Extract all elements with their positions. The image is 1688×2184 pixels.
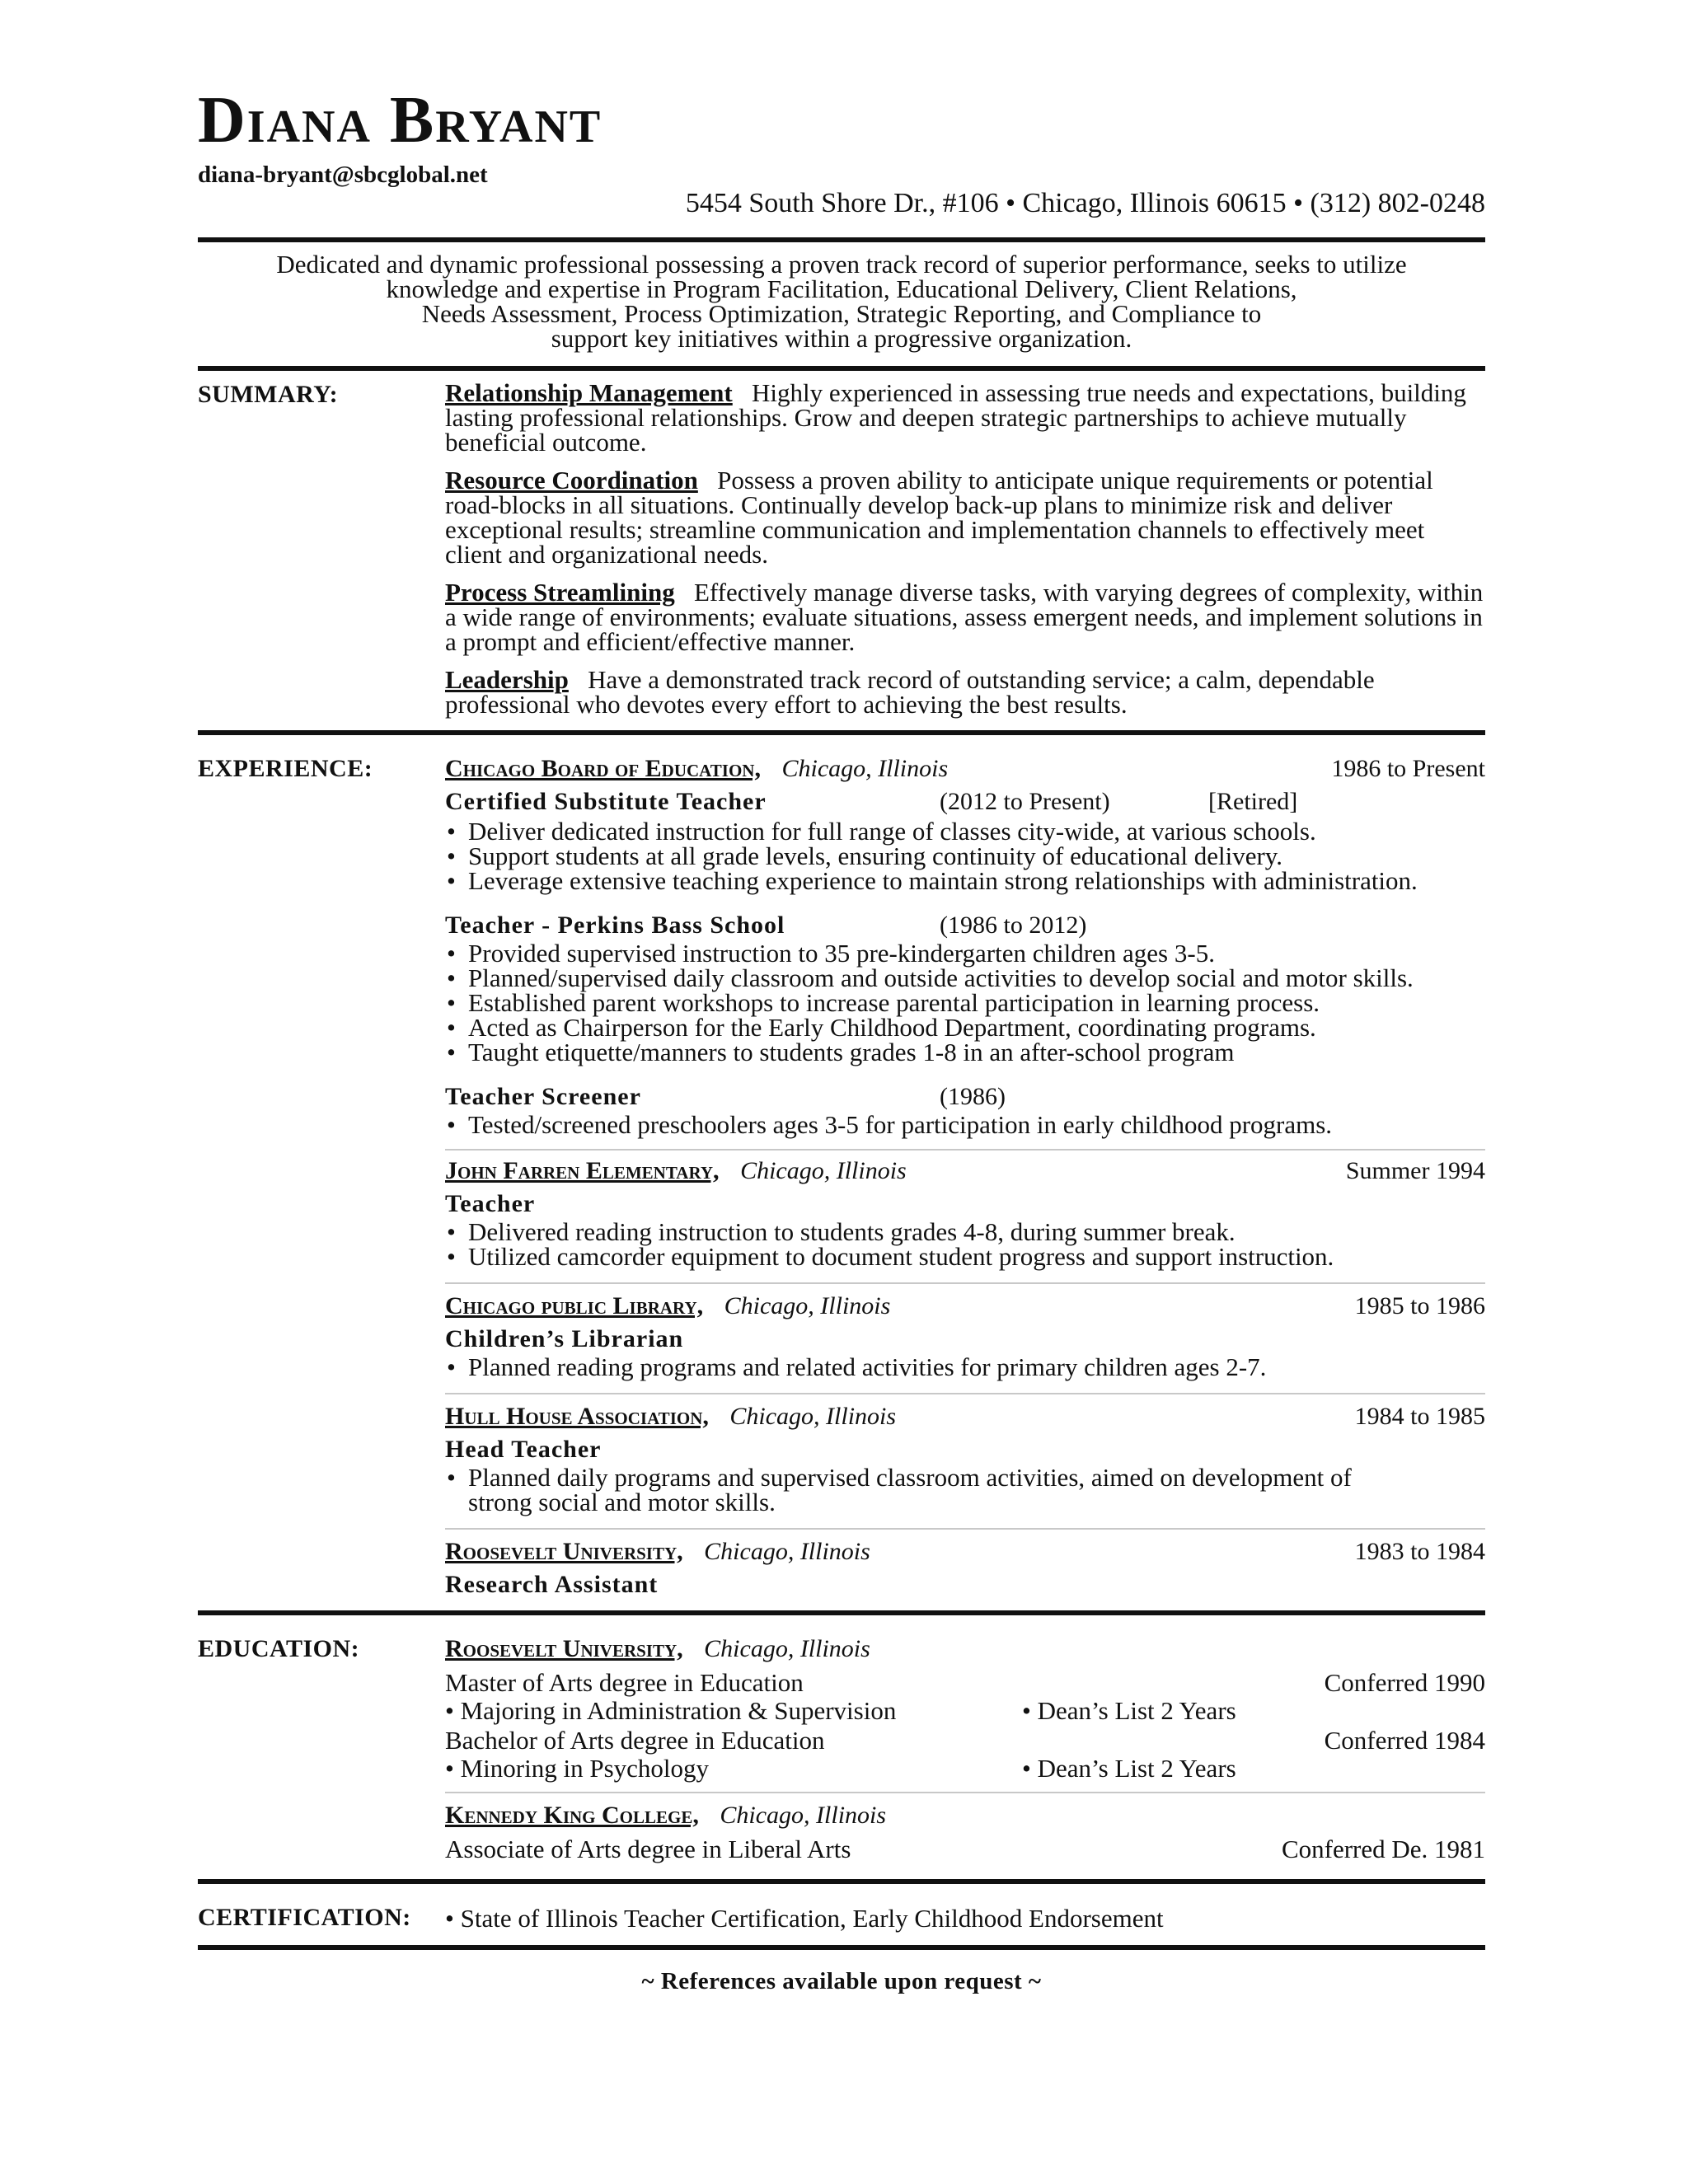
- job-period: (1986 to 2012): [940, 912, 1087, 939]
- education-heading: EDUCATION:: [198, 1635, 360, 1662]
- summary-item-title: Resource Coordination: [445, 466, 698, 494]
- honors-item: • Dean’s List 2 Years: [1022, 1754, 1236, 1783]
- header-divider: [198, 237, 1485, 242]
- certification-heading: CERTIFICATION:: [198, 1904, 411, 1931]
- employer-location: Chicago, Illinois: [781, 755, 949, 782]
- degree-conferred: Conferred De. 1981: [1281, 1835, 1485, 1863]
- school-name: Kennedy King College,: [445, 1802, 699, 1829]
- certification-divider: [198, 1945, 1485, 1950]
- bullet-item: • Acted as Chairperson for the Early Childhood Department, coordinating programs.: [445, 1015, 1485, 1040]
- bullet-item: • Leverage extensive teaching experience to maintain strong relationships with administration.: [445, 869, 1485, 893]
- employment-dates: 1984 to 1985: [1354, 1403, 1485, 1430]
- experience-heading: EXPERIENCE:: [198, 755, 373, 782]
- job-note: [Retired]: [1208, 788, 1298, 815]
- bullet-item: • Deliver dedicated instruction for full range of classes city-wide, at various schools.: [445, 819, 1485, 844]
- summary-heading: SUMMARY:: [198, 381, 339, 408]
- job-bullets: [445, 941, 1485, 1065]
- summary-item-text: Effectively manage diverse tasks, with varying degrees of complexity, within a wide range of environments; evaluate situations, assess emergent needs, and implement solutions in a prompt and efficient/effective manner.: [445, 578, 1484, 656]
- school-location: Chicago, Illinois: [720, 1802, 887, 1829]
- summary-item-title: Relationship Management: [445, 378, 733, 407]
- degree-conferred: Conferred 1990: [1324, 1668, 1485, 1697]
- employer-name: Chicago Board of Education,: [445, 755, 761, 782]
- degree-name: Associate of Arts degree in Liberal Arts: [445, 1835, 851, 1863]
- entry-divider: [445, 1792, 1485, 1793]
- bullet-item: • Planned reading programs and related activities for primary children ages 2-7.: [445, 1355, 1485, 1380]
- employer-location: Chicago, Illinois: [724, 1292, 891, 1319]
- employment-dates: 1985 to 1986: [1354, 1292, 1485, 1319]
- objective-line: Needs Assessment, Process Optimization, Strategic Reporting, and Compliance to: [421, 299, 1262, 328]
- school-line: [445, 1802, 1485, 1830]
- job-title: Head Teacher: [445, 1436, 602, 1463]
- bullet-item: • Support students at all grade levels, ensuring continuity of educational delivery.: [445, 844, 1485, 869]
- employer-location: Chicago, Illinois: [704, 1538, 870, 1565]
- summary-item-title: Process Streamlining: [445, 578, 675, 607]
- employer-location: Chicago, Illinois: [729, 1403, 897, 1430]
- honors-item: • Dean’s List 2 Years: [1022, 1696, 1236, 1725]
- degree-detail-row: [445, 1754, 1485, 1783]
- summary-divider: [198, 730, 1485, 735]
- mailing-address: 5454 South Shore Dr., #106 • Chicago, Illinois 60615 • (312) 802-0248: [685, 188, 1485, 218]
- employer-name: Roosevelt University,: [445, 1538, 683, 1565]
- job-title: Certified Substitute Teacher: [445, 788, 767, 815]
- entry-divider: [445, 1149, 1485, 1151]
- employer-line: [445, 1538, 1485, 1566]
- school-line: [445, 1635, 1485, 1663]
- job-bullets: [445, 1217, 1485, 1271]
- objective-divider: [198, 366, 1485, 371]
- job-title: Teacher: [445, 1190, 536, 1217]
- bullet-item: • Utilized camcorder equipment to document student progress and support instruction.: [445, 1244, 1485, 1269]
- degree-row: [445, 1835, 1485, 1864]
- certification-item: • State of Illinois Teacher Certification, Early Childhood Endorsement: [445, 1904, 1164, 1933]
- summary-item: [445, 580, 1485, 654]
- employer-line: [445, 1157, 1485, 1185]
- job-period: (2012 to Present): [940, 788, 1110, 815]
- objective-statement: [198, 252, 1485, 351]
- employer-name: Hull House Association,: [445, 1403, 709, 1430]
- job-title: Teacher Screener: [445, 1083, 641, 1110]
- objective-line: support key initiatives within a progressive organization.: [551, 324, 1132, 353]
- experience-divider: [198, 1610, 1485, 1615]
- summary-item: [445, 468, 1485, 567]
- job-title: Children’s Librarian: [445, 1325, 684, 1352]
- employer-location: Chicago, Illinois: [740, 1157, 907, 1184]
- bullet-item: • Tested/screened preschoolers ages 3-5 for participation in early childhood programs.: [445, 1113, 1485, 1137]
- job-bullets: [445, 1352, 1485, 1381]
- degree-row: [445, 1726, 1485, 1755]
- school-name: Roosevelt University,: [445, 1635, 683, 1662]
- objective-line: knowledge and expertise in Program Facilitation, Educational Delivery, Client Relations,: [386, 274, 1297, 303]
- bullet-item: • Planned daily programs and supervised classroom activities, aimed on development of strong social and motor skills.: [445, 1465, 1393, 1515]
- degree-name: Master of Arts degree in Education: [445, 1668, 804, 1697]
- bullet-item: • Established parent workshops to increase parental participation in learning process.: [445, 991, 1485, 1015]
- job-bullets: [445, 1465, 1393, 1515]
- school-location: Chicago, Illinois: [704, 1635, 870, 1662]
- summary-item: [445, 665, 1485, 719]
- degree-name: Bachelor of Arts degree in Education: [445, 1726, 825, 1755]
- summary-section: [445, 378, 1485, 719]
- degree-row: [445, 1668, 1485, 1698]
- summary-item: [445, 378, 1485, 457]
- email-address: diana-bryant@sbcglobal.net: [198, 162, 488, 188]
- summary-item-text: Highly experienced in assessing true needs and expectations, building lasting professional relationships. Grow and deepen strategic partnerships to achieve mutually beneficial outcome.: [445, 378, 1466, 457]
- job-title: Research Assistant: [445, 1571, 659, 1598]
- employer-name: John Farren Elementary,: [445, 1157, 720, 1184]
- employment-dates: 1983 to 1984: [1354, 1538, 1485, 1565]
- bullet-item: • Taught etiquette/manners to students grades 1-8 in an after-school program: [445, 1040, 1485, 1065]
- job-title: Teacher - Perkins Bass School: [445, 912, 785, 939]
- bullet-item: • Provided supervised instruction to 35 pre-kindergarten children ages 3-5.: [445, 941, 1485, 966]
- summary-item-text: Possess a proven ability to anticipate unique requirements or potential road-blocks in all situations. Continually develop back-up plans to minimize risk and deliver exceptional results; streamline communication and implementation channels to effectively meet client and organizational needs.: [445, 466, 1433, 569]
- employment-dates: Summer 1994: [1345, 1157, 1485, 1184]
- job-period: (1986): [940, 1083, 1006, 1110]
- entry-divider: [445, 1282, 1485, 1284]
- bullet-item: • Planned/supervised daily classroom and outside activities to develop social and motor skills.: [445, 966, 1485, 991]
- education-divider: [198, 1879, 1485, 1884]
- candidate-name: Diana Bryant: [198, 84, 603, 157]
- degree-minor: • Minoring in Psychology: [445, 1754, 710, 1783]
- degree-major: • Majoring in Administration & Supervision: [445, 1696, 897, 1725]
- employer-line: [445, 1292, 1485, 1320]
- degree-detail-row: [445, 1696, 1485, 1726]
- employer-name: Chicago public Library,: [445, 1292, 704, 1319]
- summary-item-title: Leadership: [445, 665, 569, 694]
- entry-divider: [445, 1393, 1485, 1394]
- bullet-item: • Delivered reading instruction to students grades 4-8, during summer break.: [445, 1220, 1485, 1244]
- job-bullets: [445, 1110, 1485, 1139]
- job-bullets: [445, 819, 1485, 893]
- references-note: ~ References available upon request ~: [641, 1968, 1042, 1994]
- employment-dates: 1986 to Present: [1331, 755, 1485, 782]
- summary-item-text: Have a demonstrated track record of outstanding service; a calm, dependable professional who devotes every effort to achieving the best results.: [445, 665, 1375, 719]
- employer-line: [445, 1403, 1485, 1431]
- degree-conferred: Conferred 1984: [1324, 1726, 1485, 1755]
- entry-divider: [445, 1528, 1485, 1530]
- employer-line: [445, 755, 1485, 783]
- certification-text: State of Illinois Teacher Certification, Early Childhood Endorsement: [460, 1904, 1164, 1933]
- objective-line: Dedicated and dynamic professional possessing a proven track record of superior performance, seeks to utilize: [276, 250, 1407, 279]
